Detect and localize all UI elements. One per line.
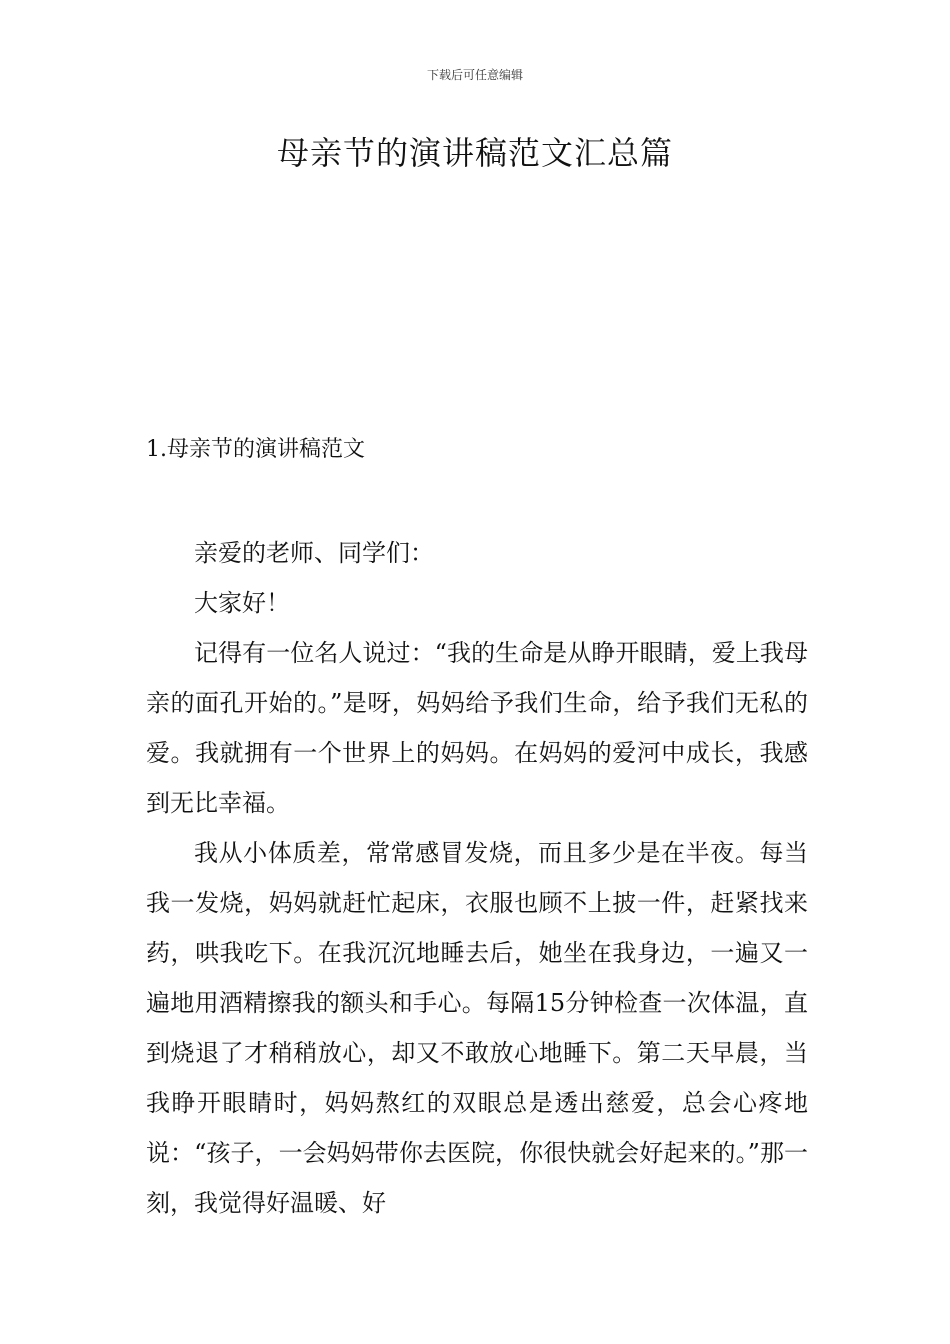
header-note: 下载后可任意编辑 bbox=[426, 68, 523, 82]
document-title: 母亲节的演讲稿范文汇总篇 bbox=[276, 134, 673, 172]
paragraph-greeting: 大家好！ bbox=[194, 589, 290, 617]
paragraph-story: 我从小体质差，常常感冒发烧，而且多少是在半夜。每当我一发烧，妈妈就赶忙起床，衣服也顾不上披一件，赶紧找来药，哄我吃下。在我沉沉地睡去后，她坐在我身边，一遍又一遍地用酒精擦我的额头和手心。每隔15分钟检查一次体温，直到烧退了才稍稍放心，却又不敢放心地睡下。第二天早晨，当我睁开眼睛时，妈妈熬红的双眼总是透出慈爱，总会心疼地说：“孩子，一会妈妈带你去医院，你很快就会好起来的。”那一刻，我觉得好温暖、好 bbox=[146, 839, 808, 1217]
paragraph-quote: 记得有一位名人说过：“我的生命是从睁开眼睛，爱上我母亲的面孔开始的。”是呀，妈妈给予我们生命，给予我们无私的爱。我就拥有一个世界上的妈妈。在妈妈的爱河中成长，我感到无比幸福。 bbox=[146, 639, 808, 817]
section-heading: 1.母亲节的演讲稿范文 bbox=[146, 437, 365, 462]
document-body bbox=[146, 528, 808, 1228]
paragraph-salutation: 亲爱的老师、同学们： bbox=[194, 539, 434, 567]
